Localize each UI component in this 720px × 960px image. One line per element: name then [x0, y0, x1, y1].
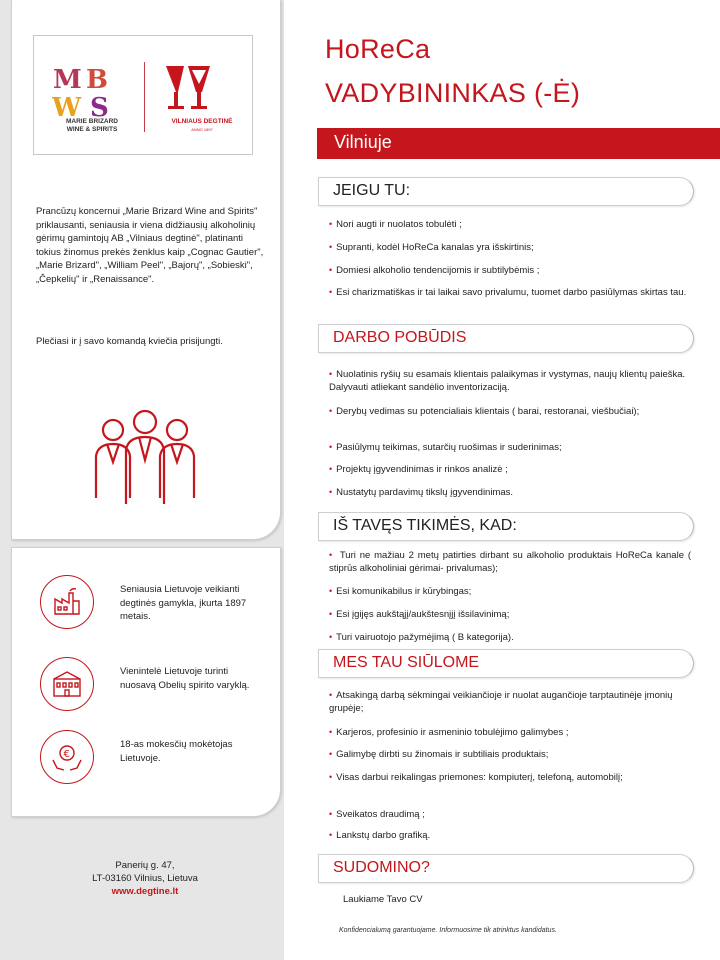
- list-item: • Esi įgijęs aukštąjį/aukštesnįjį išsilavinimą;: [329, 609, 510, 620]
- job-location: Vilniuje: [334, 132, 392, 152]
- list-item: • Esi charizmatiškas ir tai laikai savo privalumu, tuomet darbo pasiūlymas skirtas tau.: [329, 287, 687, 298]
- section-title: IŠ TAVĘS TIKIMĖS, KAD:: [333, 517, 517, 534]
- feature-icon-circle: [40, 575, 94, 629]
- job-title-line1: HoReCa: [325, 34, 431, 64]
- list-item: • Nuolatinis ryšių su esamais klientais palaikymas ir vystymas, naujų klientų paieška. Dalyvauti atliekant sandėlio inventorizaciją.: [329, 369, 686, 393]
- section-title: DARBO POBŪDIS: [333, 329, 467, 346]
- feature-taxpayer: [36, 730, 276, 790]
- feature-oldest: [36, 575, 276, 635]
- list-item: • Turi vairuotojo pažymėjimą ( B kategorija).: [329, 632, 514, 643]
- section-title: JEIGU TU:: [333, 182, 411, 199]
- section-header-offer: [318, 649, 694, 678]
- team-people-icon: [90, 408, 200, 508]
- mbws-name-line2: WINE & SPIRITS: [66, 126, 118, 133]
- vilniaus-degtine-logo-icon: [162, 62, 214, 114]
- distillery-building-icon: [52, 669, 82, 699]
- list-item: • Domiesi alkoholio tendencijomis ir subtilybėmis ;: [329, 265, 540, 276]
- vd-anno: ANNO 1897: [191, 127, 213, 132]
- list-item: • Lankstų darbo grafiką.: [329, 830, 431, 841]
- job-title-line2: VADYBININKAS (-Ė): [325, 78, 581, 108]
- list-item: • Atsakingą darbą sėkmingai veikiančioje ir nuolat augančioje tarptautinėje įmonių grupėje;: [329, 690, 673, 714]
- feature-text: Vienintelė Lietuvoje turinti nuosavą Obelių spirito varyklą.: [120, 666, 250, 691]
- list-item: • Projektų įgyvendinimas ir rinkos analizė ;: [329, 464, 508, 475]
- svg-text:S: S: [90, 93, 109, 120]
- list-item: • Galimybę dirbti su žinomais ir subtiliais produktais;: [329, 749, 549, 760]
- company-logos: [33, 35, 253, 155]
- mbws-name: [42, 118, 142, 134]
- section-header-expect: [318, 512, 694, 541]
- list-item: • Visas darbui reikalingas priemones: kompiuterį, telefoną, automobilį;: [329, 772, 623, 783]
- euro-hands-icon: [52, 742, 82, 772]
- svg-text:€: €: [63, 749, 70, 760]
- feature-icon-circle: [40, 657, 94, 711]
- list-item: • Nori augti ir nuolatos tobulėti ;: [329, 219, 462, 230]
- company-intro: Prancūzų koncernui „Marie Brizard Wine and Spirits" priklausanti, seniausia ir viena didžiausių alkoholinių gėrimų gamintojų AB „Vilniaus degtinė", platinanti tokius žinomus prekės ženklus kaip „Cognac Gautier", „Marie Brizard", „William Peel", „Bajorų", „Sobieski", „Čepkelių" ir „Renaissance".: [36, 206, 264, 285]
- address-street: Panerių g. 47,: [115, 860, 175, 871]
- section-header-interested: [318, 854, 694, 883]
- feature-distillery: [36, 657, 276, 717]
- list-item: • Nustatytų pardavimų tikslų įgyvendinimas.: [329, 487, 514, 498]
- feature-text: 18-as mokesčių mokėtojas Lietuvoje.: [120, 739, 233, 764]
- factory-icon: [52, 587, 82, 617]
- list-item: • Supranti, kodėl HoReCa kanalas yra išskirtinis;: [329, 242, 534, 253]
- feature-icon-circle: [40, 730, 94, 784]
- company-address: [40, 859, 250, 898]
- location-bar: [317, 128, 720, 159]
- section-header-if-you: [318, 177, 694, 206]
- confidentiality-note: Konfidencialumą garantuojame. Informuosime tik atrinktus kandidatus.: [339, 927, 557, 934]
- list-item: • Pasiūlymų teikimas, sutarčių ruošimas ir suderinimas;: [329, 442, 562, 453]
- cv-call: Laukiame Tavo CV: [343, 894, 423, 905]
- svg-text:W: W: [52, 93, 82, 120]
- website-link[interactable]: www.degtine.lt: [111, 886, 179, 897]
- list-item: • Turi ne mažiau 2 metų patirties dirbant su alkoholio produktais HoReCa kanale ( stiprūs alkoholiniai gėrimai- privalumas);: [329, 550, 691, 574]
- mbws-name-line1: MARIE BRIZARD: [66, 118, 118, 125]
- section-title: SUDOMINO?: [333, 859, 430, 876]
- svg-text:M: M: [53, 65, 82, 95]
- mbws-logo-icon: [52, 64, 122, 120]
- logo-divider: [144, 62, 145, 132]
- team-invite: Plečiasi ir į savo komandą kviečia prisijungti.: [36, 336, 223, 347]
- vd-name: VILNIAUS DEGTINĖ: [171, 118, 233, 125]
- svg-text:B: B: [86, 65, 108, 95]
- list-item: • Karjeros, profesinio ir asmeninio tobulėjimo galimybes ;: [329, 727, 569, 738]
- list-item: • Derybų vedimas su potencialiais klientais ( barai, restoranai, viešbučiai);: [329, 406, 640, 417]
- feature-text: Seniausia Lietuvoje veikianti degtinės gamykla, įkurta 1897 metais.: [120, 584, 247, 622]
- section-title: MES TAU SIŪLOME: [333, 654, 480, 671]
- list-item: • Sveikatos draudimą ;: [329, 809, 425, 820]
- list-item: • Esi komunikabilus ir kūrybingas;: [329, 586, 472, 597]
- section-header-job-nature: [318, 324, 694, 353]
- address-city: LT-03160 Vilnius, Lietuva: [92, 873, 198, 884]
